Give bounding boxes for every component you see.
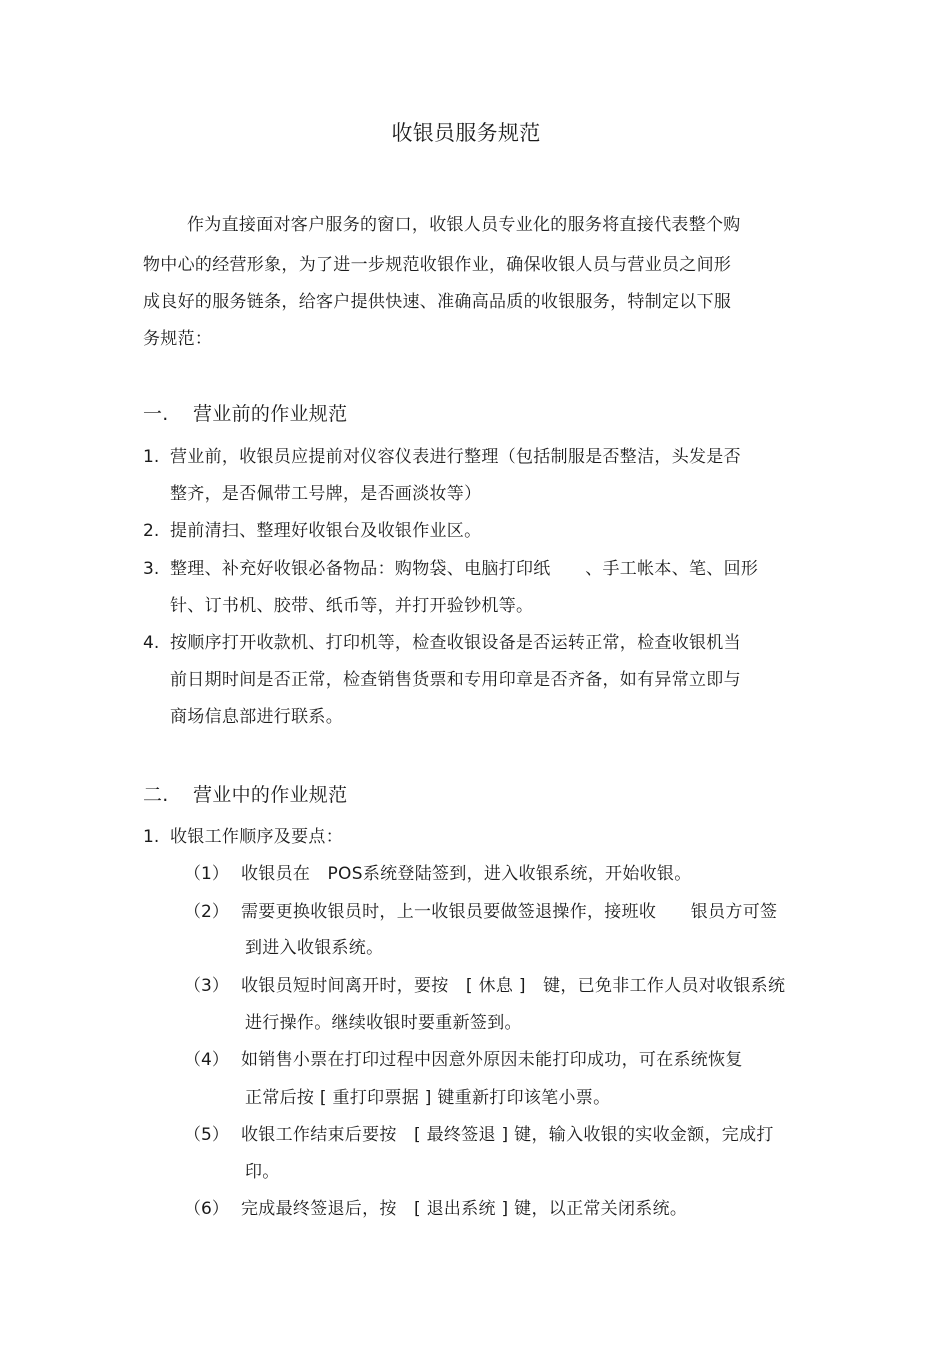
- section-1-heading: 营业前的作业规范: [193, 403, 348, 425]
- section-1-number: 一.: [143, 403, 169, 425]
- sub-item-number: （6）: [184, 1199, 229, 1219]
- list-item-line: 前日期时间是否正常，检查销售货票和专用印章是否齐备，如有异常立即与: [170, 670, 741, 690]
- sub-item-line: 需要更换收银员时，上一收银员要做签退操作，接班收 银员方可签: [241, 902, 778, 922]
- list-item-line: 按顺序打开收款机、打印机等，检查收银设备是否运转正常，检查收银机当: [170, 633, 741, 653]
- list-number: 1.: [143, 447, 160, 467]
- sub-item-line: 到进入收银系统。: [245, 938, 384, 958]
- sub-item-number: （2）: [184, 902, 229, 922]
- list-number: 1.: [143, 827, 160, 847]
- intro-line: 务规范：: [143, 329, 213, 349]
- page-title: 收银员服务规范: [391, 121, 541, 145]
- sub-item-line: 进行操作。继续收银时要重新签到。: [245, 1013, 522, 1033]
- list-item-line: 收银工作顺序及要点：: [170, 827, 343, 847]
- sub-item-number: （5）: [184, 1125, 229, 1145]
- list-number: 2.: [143, 521, 160, 541]
- sub-item-number: （4）: [184, 1050, 229, 1070]
- sub-item-line: 收银工作结束后要按 [ 最终签退 ] 键，输入收银的实收金额，完成打: [241, 1125, 774, 1145]
- list-item-line: 营业前，收银员应提前对仪容仪表进行整理（包括制服是否整洁，头发是否: [170, 447, 741, 467]
- sub-item-number: （3）: [184, 976, 229, 996]
- sub-item-line: 完成最终签退后，按 [ 退出系统 ] 键，以正常关闭系统。: [241, 1199, 688, 1219]
- list-number: 3.: [143, 559, 160, 579]
- list-number: 4.: [143, 633, 160, 653]
- list-item-line: 商场信息部进行联系。: [170, 707, 343, 727]
- intro-line: 成良好的服务链条，给客户提供快速、准确高品质的收银服务，特制定以下服: [143, 292, 732, 312]
- sub-item-line: 印。: [245, 1162, 280, 1182]
- list-item-line: 整齐，是否佩带工号牌，是否画淡妆等）: [170, 484, 482, 504]
- list-item-line: 整理、补充好收银必备物品：购物袋、电脑打印纸 、手工帐本、笔、回形: [170, 559, 759, 579]
- intro-line: 作为直接面对客户服务的窗口，收银人员专业化的服务将直接代表整个购: [187, 215, 741, 235]
- list-item-line: 提前清扫、整理好收银台及收银作业区。: [170, 521, 482, 541]
- sub-item-number: （1）: [184, 864, 229, 884]
- sub-item-line: 如销售小票在打印过程中因意外原因未能打印成功，可在系统恢复: [241, 1050, 743, 1070]
- list-item-line: 针、订书机、胶带、纸币等，并打开验钞机等。: [170, 596, 534, 616]
- section-2-number: 二.: [143, 784, 169, 806]
- section-2-heading: 营业中的作业规范: [193, 784, 348, 806]
- intro-line: 物中心的经营形象，为了进一步规范收银作业，确保收银人员与营业员之间形: [143, 255, 732, 275]
- sub-item-line: 收银员在 POS系统登陆签到，进入收银系统，开始收银。: [241, 864, 692, 884]
- sub-item-line: 收银员短时间离开时，要按 [ 休息 ] 键，已免非工作人员对收银系统: [241, 976, 786, 996]
- sub-item-line: 正常后按 [ 重打印票据 ] 键重新打印该笔小票。: [245, 1088, 611, 1108]
